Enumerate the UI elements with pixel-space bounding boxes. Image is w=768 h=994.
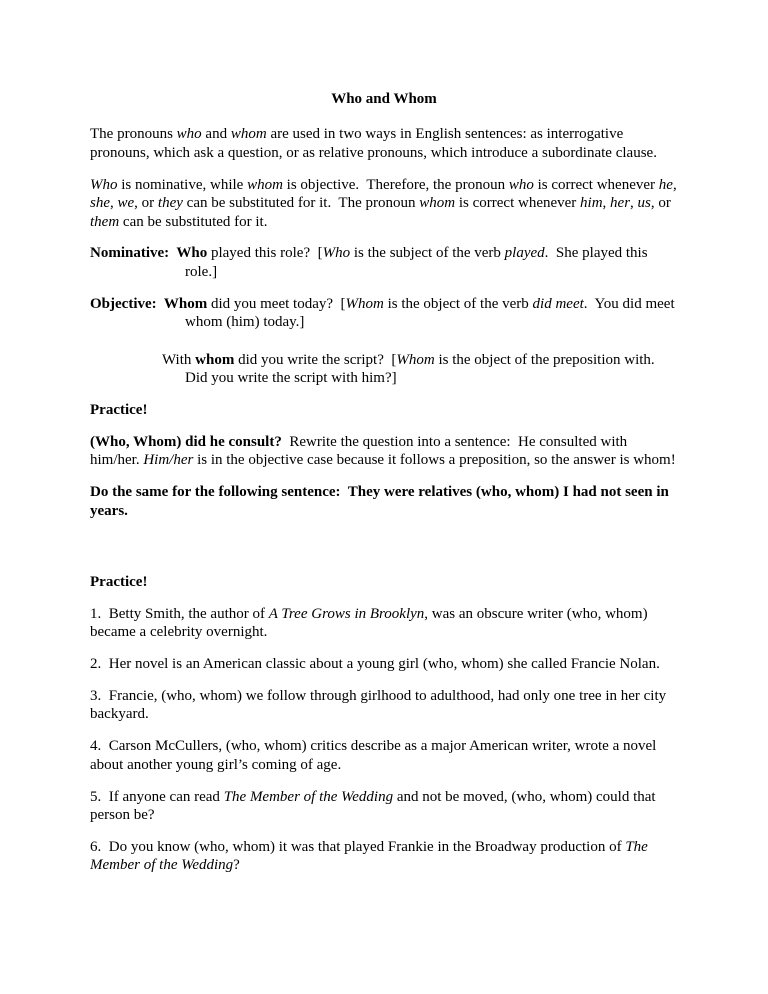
practice-item-3 [90, 687, 678, 724]
text-run: , [672, 176, 681, 193]
text-run: and not be moved, (who, whom) could that person be? [90, 788, 660, 824]
text-run: With [162, 351, 196, 368]
text-run: Practice! [90, 401, 148, 418]
text-run: she [90, 195, 110, 212]
text-run: them [90, 213, 120, 230]
text-run: Whom [345, 295, 384, 312]
text-run: , or [650, 195, 675, 212]
text-run: whom [247, 176, 283, 193]
text-run: is the object of the preposition with. Did you write the script with him?] [185, 351, 659, 386]
text-run: 5. If anyone can read [90, 788, 224, 805]
text-run: . You did meet whom (him) today.] [185, 295, 679, 331]
practice-item-1 [90, 605, 678, 642]
text-run: The pronouns [90, 126, 177, 143]
text-run: is the subject of the verb [350, 245, 505, 262]
text-run: 3. Francie, (who, whom) we follow through girlhood to adulthood, had only one tree in her city backyard. [90, 688, 670, 723]
text-run: , [602, 195, 611, 212]
text-run: we [117, 195, 135, 212]
practice-heading-2 [90, 573, 678, 591]
document-title: Who and Whom [331, 91, 437, 107]
practice-item-2 [90, 655, 678, 673]
text-run: who [176, 126, 202, 143]
text-run: who [508, 176, 534, 193]
text-run: Rewrite the question into a sentence: He consulted with him/her. [90, 433, 631, 469]
text-run: did you write the script? [ [234, 351, 397, 368]
text-run: The Member of the Wedding [223, 788, 394, 805]
practice-heading-1 [90, 401, 678, 419]
document-body [90, 125, 681, 874]
text-run: ? [233, 857, 240, 874]
text-run: Whom [396, 351, 435, 368]
text-run: whom [230, 126, 267, 143]
text-run: A Tree Grows in Brooklyn [268, 605, 425, 622]
practice-item-4 [90, 737, 678, 774]
text-run: whom [195, 351, 235, 368]
text-run: us [637, 195, 651, 212]
text-run: Him/her [143, 452, 194, 469]
text-run: can be substituted for it. [119, 213, 268, 230]
text-run: did meet [532, 295, 584, 312]
text-run: , [630, 195, 638, 212]
text-run: can be substituted for it. The pronoun [182, 195, 420, 212]
intro-paragraph [90, 125, 678, 162]
case-explanation-paragraph [90, 176, 681, 231]
text-run: played [504, 245, 545, 262]
text-run: Who [322, 245, 351, 262]
text-run: . She played this role.] [185, 245, 652, 280]
text-run: , was an obscure writer (who, whom) became a celebrity overnight. [90, 605, 652, 641]
preposition-example [90, 351, 678, 388]
text-run: 6. Do you know (who, whom) it was that played Frankie in the Broadway production of [90, 838, 626, 855]
text-run: is the object of the verb [383, 295, 533, 312]
text-run: Do the same for the following sentence: They were relatives (who, whom) I had not seen in years. [90, 484, 673, 519]
text-run: and [201, 126, 231, 143]
text-run: he [658, 176, 673, 193]
text-run: The Member of the Wedding [90, 838, 652, 874]
consult-practice-paragraph [90, 433, 678, 470]
text-run: played this role? [ [207, 245, 323, 262]
text-run: Who [90, 176, 118, 193]
text-run: 1. Betty Smith, the author of [90, 605, 269, 622]
text-run: Nominative: Who [90, 245, 208, 262]
text-run: Practice! [90, 573, 148, 590]
nominative-example [90, 244, 678, 281]
do-the-same-paragraph [90, 483, 678, 520]
text-run: her [610, 195, 631, 212]
text-run: , or [134, 195, 158, 212]
text-run: is correct whenever [455, 195, 581, 212]
text-run: is correct whenever [533, 176, 659, 193]
objective-example [90, 295, 678, 332]
text-run: is in the objective case because it follows a preposition, so the answer is whom! [193, 452, 676, 469]
text-run: are used in two ways in English sentences: as interrogative pronouns, which ask a question, or as relative pronouns, which introduce a subordinate clause. [90, 126, 657, 161]
practice-item-6 [90, 838, 678, 875]
text-run: Objective: Whom [90, 295, 208, 312]
text-run: , [110, 195, 118, 212]
text-run: 2. Her novel is an American classic about a young girl (who, whom) she called Francie Nolan. [90, 656, 660, 673]
text-run: (Who, Whom) did he consult? [90, 433, 282, 450]
text-run: 4. Carson McCullers, (who, whom) critics describe as a major American writer, wrote a novel about another young girl’s coming of age. [90, 738, 661, 773]
text-run: is nominative, while [117, 176, 248, 193]
practice-item-5 [90, 788, 678, 825]
text-run: him [580, 195, 603, 212]
text-run: did you meet today? [ [207, 295, 346, 312]
text-run: is objective. Therefore, the pronoun [282, 176, 509, 193]
text-run: whom [419, 195, 456, 212]
text-run: they [157, 195, 183, 212]
